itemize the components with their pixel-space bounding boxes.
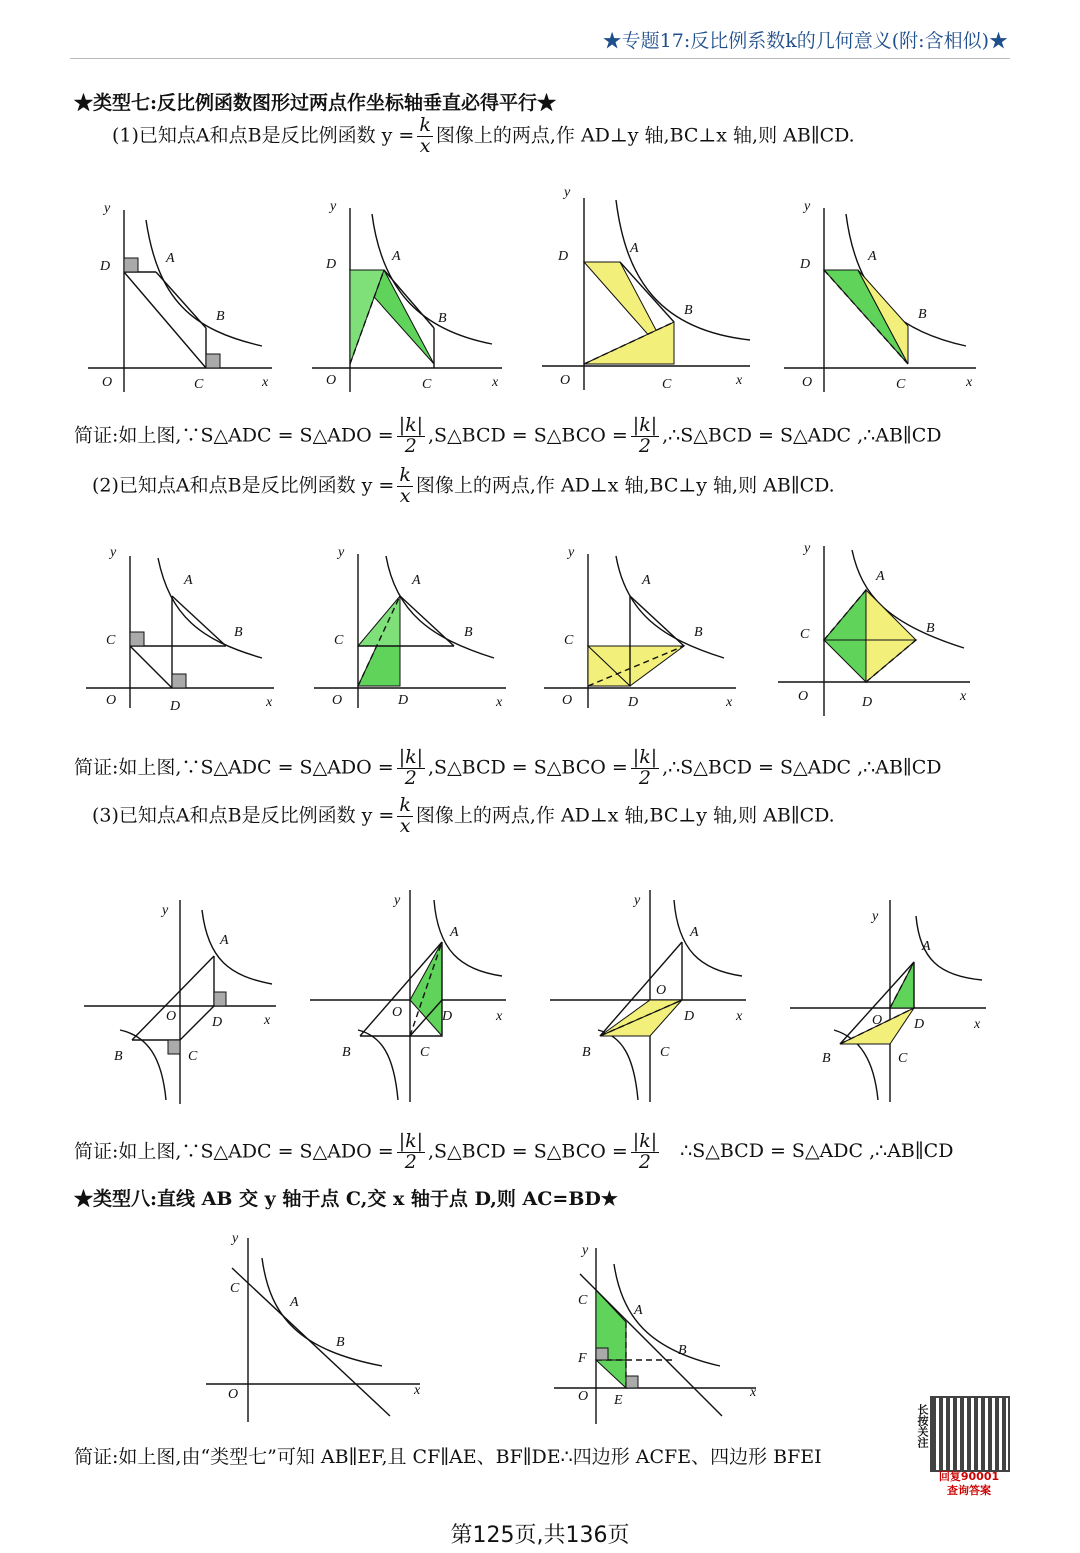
svg-text:B: B xyxy=(926,621,935,636)
diagram-1-4 xyxy=(784,199,976,392)
diagram-3-2 xyxy=(310,890,506,1102)
svg-text:x: x xyxy=(266,695,273,710)
svg-text:A: A xyxy=(630,241,639,256)
type8-heading: ★类型八:直线 AB 交 y 轴于点 C,交 x 轴于点 D,则 AC=BD★ xyxy=(74,1188,618,1210)
svg-text:y: y xyxy=(330,199,337,214)
svg-text:x: x xyxy=(750,1385,757,1400)
svg-text:y: y xyxy=(804,199,811,214)
svg-text:A: A xyxy=(412,573,421,588)
svg-text:C: C xyxy=(662,377,672,392)
svg-text:A: A xyxy=(642,573,651,588)
svg-text:y: y xyxy=(804,541,811,556)
svg-text:B: B xyxy=(678,1343,687,1358)
svg-text:A: A xyxy=(166,251,175,266)
svg-text:C: C xyxy=(898,1051,908,1066)
svg-text:x: x xyxy=(736,1009,743,1024)
svg-text:O: O xyxy=(102,375,113,390)
diagram-2-4 xyxy=(778,541,970,716)
page-header: ★专题17:反比例系数k的几何意义(附:含相似)★ xyxy=(602,30,1008,52)
svg-text:O: O xyxy=(166,1009,177,1024)
svg-text:B: B xyxy=(582,1045,591,1060)
svg-text:y: y xyxy=(394,893,401,908)
svg-text:D: D xyxy=(800,257,811,272)
svg-text:C: C xyxy=(334,633,344,648)
svg-text:B: B xyxy=(694,625,703,640)
svg-text:O: O xyxy=(578,1389,589,1404)
qr-code[interactable] xyxy=(930,1396,1010,1472)
diagram-8-1 xyxy=(206,1231,421,1422)
svg-text:C: C xyxy=(106,633,116,648)
svg-text:C: C xyxy=(660,1045,670,1060)
svg-text:F: F xyxy=(578,1351,587,1366)
case3-statement: (3)已知点A和点B是反比例函数 y = $\frac{k}{x}$ 图像上的两点,作 AD⊥x 轴,BC⊥y 轴,则 AB∥CD. xyxy=(92,794,835,837)
svg-text:A: A xyxy=(922,939,931,954)
header-divider xyxy=(70,58,1010,59)
svg-text:C: C xyxy=(422,377,432,392)
svg-text:O: O xyxy=(326,373,337,388)
svg-text:B: B xyxy=(918,307,927,322)
svg-text:x: x xyxy=(492,375,499,390)
diagram-1-1 xyxy=(88,201,272,392)
svg-text:D: D xyxy=(558,249,569,264)
svg-text:A: A xyxy=(290,1295,299,1310)
svg-text:D: D xyxy=(684,1009,695,1024)
diagram-3-4 xyxy=(790,900,986,1102)
diagram-1-2 xyxy=(312,199,502,392)
diagram-2-1 xyxy=(86,545,274,714)
svg-text:C: C xyxy=(230,1281,240,1296)
svg-text:x: x xyxy=(496,695,503,710)
svg-text:y: y xyxy=(232,1231,239,1246)
svg-text:D: D xyxy=(170,699,181,714)
svg-text:y: y xyxy=(872,909,879,924)
svg-text:B: B xyxy=(464,625,473,640)
svg-text:E: E xyxy=(614,1393,623,1408)
diagram-3-1 xyxy=(84,900,276,1104)
svg-text:x: x xyxy=(264,1013,271,1028)
svg-text:x: x xyxy=(736,373,743,388)
type8-proof: 简证:如上图,由“类型七”可知 AB∥EF,且 CF∥AE、BF∥DE∴四边形 ACFE、四边形 BFEI xyxy=(74,1446,822,1468)
svg-text:O: O xyxy=(872,1013,883,1028)
diagram-1-3 xyxy=(542,185,750,392)
svg-text:B: B xyxy=(234,625,243,640)
proof1: 简证:如上图,∵S△ADC = S△ADO = $\frac{|k|}{2}$ ,S△BCD = S△BCO = $\frac{|k|}{2}$ ,∴S△BCD = S△ADC ,∴AB∥CD xyxy=(74,414,942,457)
qr-caption: 回复90001 查询答案 xyxy=(938,1470,1000,1497)
svg-text:B: B xyxy=(216,309,225,324)
svg-text:A: A xyxy=(634,1303,643,1318)
type8-diagrams xyxy=(200,1228,780,1428)
page-number: 第125页,共136页 xyxy=(450,1523,630,1548)
svg-text:x: x xyxy=(966,375,973,390)
proof3: 简证:如上图,∵S△ADC = S△ADO = $\frac{|k|}{2}$ ,S△BCD = S△BCO = $\frac{|k|}{2}$ ∴S△BCD = S△ADC ,∴AB∥CD xyxy=(74,1130,954,1173)
svg-text:A: A xyxy=(876,569,885,584)
svg-text:D: D xyxy=(914,1017,925,1032)
svg-text:O: O xyxy=(798,689,809,704)
row3-diagrams xyxy=(80,880,1000,1110)
diagram-3-3 xyxy=(550,890,746,1102)
diagram-2-3 xyxy=(544,545,736,710)
svg-text:A: A xyxy=(868,249,877,264)
svg-text:D: D xyxy=(628,695,639,710)
diagram-2-2 xyxy=(314,545,506,710)
svg-text:A: A xyxy=(690,925,699,940)
svg-text:x: x xyxy=(496,1009,503,1024)
svg-text:y: y xyxy=(104,201,111,216)
svg-text:D: D xyxy=(398,693,409,708)
svg-text:B: B xyxy=(342,1045,351,1060)
svg-text:O: O xyxy=(562,693,573,708)
svg-text:D: D xyxy=(862,695,873,710)
svg-text:B: B xyxy=(684,303,693,318)
svg-text:B: B xyxy=(336,1335,345,1350)
svg-text:B: B xyxy=(438,311,447,326)
svg-text:A: A xyxy=(392,249,401,264)
row2-diagrams xyxy=(80,536,1000,726)
svg-text:O: O xyxy=(656,983,667,998)
svg-text:B: B xyxy=(114,1049,123,1064)
type7-heading: ★类型七:反比例函数图形过两点作坐标轴垂直必得平行★ xyxy=(74,92,557,114)
diagram-8-2 xyxy=(554,1243,757,1424)
svg-text:x: x xyxy=(726,695,733,710)
svg-text:A: A xyxy=(220,933,229,948)
svg-text:D: D xyxy=(212,1015,223,1030)
svg-text:y: y xyxy=(338,545,345,560)
svg-text:D: D xyxy=(100,259,111,274)
svg-text:x: x xyxy=(262,375,269,390)
qr-follow-text: 长按关注 xyxy=(916,1404,929,1448)
svg-text:y: y xyxy=(110,545,117,560)
svg-text:O: O xyxy=(228,1387,239,1402)
svg-text:y: y xyxy=(564,185,571,200)
svg-text:O: O xyxy=(332,693,343,708)
svg-text:C: C xyxy=(578,1293,588,1308)
svg-text:x: x xyxy=(960,689,967,704)
svg-text:O: O xyxy=(392,1005,403,1020)
svg-text:A: A xyxy=(450,925,459,940)
proof2: 简证:如上图,∵S△ADC = S△ADO = $\frac{|k|}{2}$ ,S△BCD = S△BCO = $\frac{|k|}{2}$ ,∴S△BCD = S△ADC ,∴AB∥CD xyxy=(74,746,942,789)
case1-statement: (1)已知点A和点B是反比例函数 y = $\frac{k}{x}$ 图像上的两点,作 AD⊥y 轴,BC⊥x 轴,则 AB∥CD. xyxy=(112,114,855,157)
svg-text:y: y xyxy=(568,545,575,560)
svg-text:x: x xyxy=(974,1017,981,1032)
case2-statement: (2)已知点A和点B是反比例函数 y = $\frac{k}{x}$ 图像上的两点,作 AD⊥x 轴,BC⊥y 轴,则 AB∥CD. xyxy=(92,464,835,507)
svg-text:O: O xyxy=(560,373,571,388)
svg-text:C: C xyxy=(564,633,574,648)
svg-text:D: D xyxy=(326,257,337,272)
svg-text:y: y xyxy=(634,893,641,908)
svg-text:B: B xyxy=(822,1051,831,1066)
svg-text:D: D xyxy=(442,1009,453,1024)
svg-text:x: x xyxy=(414,1383,421,1398)
svg-text:C: C xyxy=(188,1049,198,1064)
svg-text:C: C xyxy=(420,1045,430,1060)
svg-text:C: C xyxy=(800,627,810,642)
svg-text:O: O xyxy=(106,693,117,708)
svg-text:C: C xyxy=(896,377,906,392)
row1-diagrams xyxy=(80,180,1000,400)
svg-text:C: C xyxy=(194,377,204,392)
svg-text:O: O xyxy=(802,375,813,390)
svg-text:A: A xyxy=(184,573,193,588)
svg-text:y: y xyxy=(582,1243,589,1258)
svg-text:y: y xyxy=(162,903,169,918)
